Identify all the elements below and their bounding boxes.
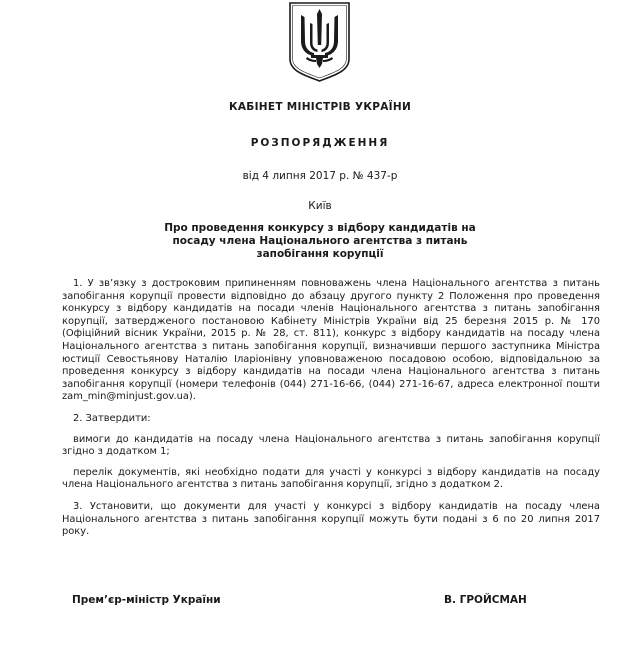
signatory-position: Прем’єр-міністр України [72,594,221,606]
document-date-number: від 4 липня 2017 р. № 437-р [242,170,398,182]
signatory-name: В. ГРОЙСМАН [444,594,527,606]
document-type: РОЗПОРЯДЖЕННЯ [250,137,390,149]
trident-coat-of-arms-icon [287,1,352,83]
paragraph-2-item-1: вимоги до кандидатів на посаду члена Національного агентства з питань запобігання корупції згідно з додатком 1; [62,433,600,458]
issuer-heading: КАБІНЕТ МІНІСТРІВ УКРАЇНИ [228,101,412,113]
document-title: Про проведення конкурсу з відбору кандидатів на посаду члена Національного агентства з питань запобігання корупції [164,222,476,260]
paragraph-3: 3. Установити, що документи для участі у конкурсі з відбору кандидатів на посаду члена Національного агентства з питань запобігання корупції можуть бути подані з 6 по 20 липня 2017 року. [62,500,600,538]
document-body [62,278,600,548]
paragraph-2: 2. Затвердити: [73,412,151,424]
paragraph-2-item-2: перелік документів, які необхідно подати для участі у конкурсі з відбору кандидатів на посаду члена Національного агентства з питань запобігання корупції, згідно з додатком 2. [62,466,600,491]
paragraph-1: 1. У зв’язку з достроковим припиненням повноважень члена Національного агентства з питань запобігання корупції провести відповідно до абзацу другого пункту 2 Положення про проведення конкурсу з відбору кандидатів на посади членів Національного агентства з питань запобігання корупції, затвердженого постановою Кабінету Міністрів України від 25 березня 2015 р. № 170 (Офіційний вісник України, 2015 р. № 28, ст. 811), конкурс з відбору кандидатів на посаду члена Національного агентства з питань запобігання корупції, визначивши першого заступника Міністра юстиції Севостьянову Наталію Іларіонівну уповноваженою посадовою особою, відповідальною за проведення конкурсу з відбору кандидатів на посади члена Національного агентства з питань запобігання корупції (номери телефонів (044) 271-16-66, (044) 271-16-67, адреса електронної пошти zam_min@minjust.gov.ua). [62,278,600,403]
document-city: Київ [308,200,332,212]
